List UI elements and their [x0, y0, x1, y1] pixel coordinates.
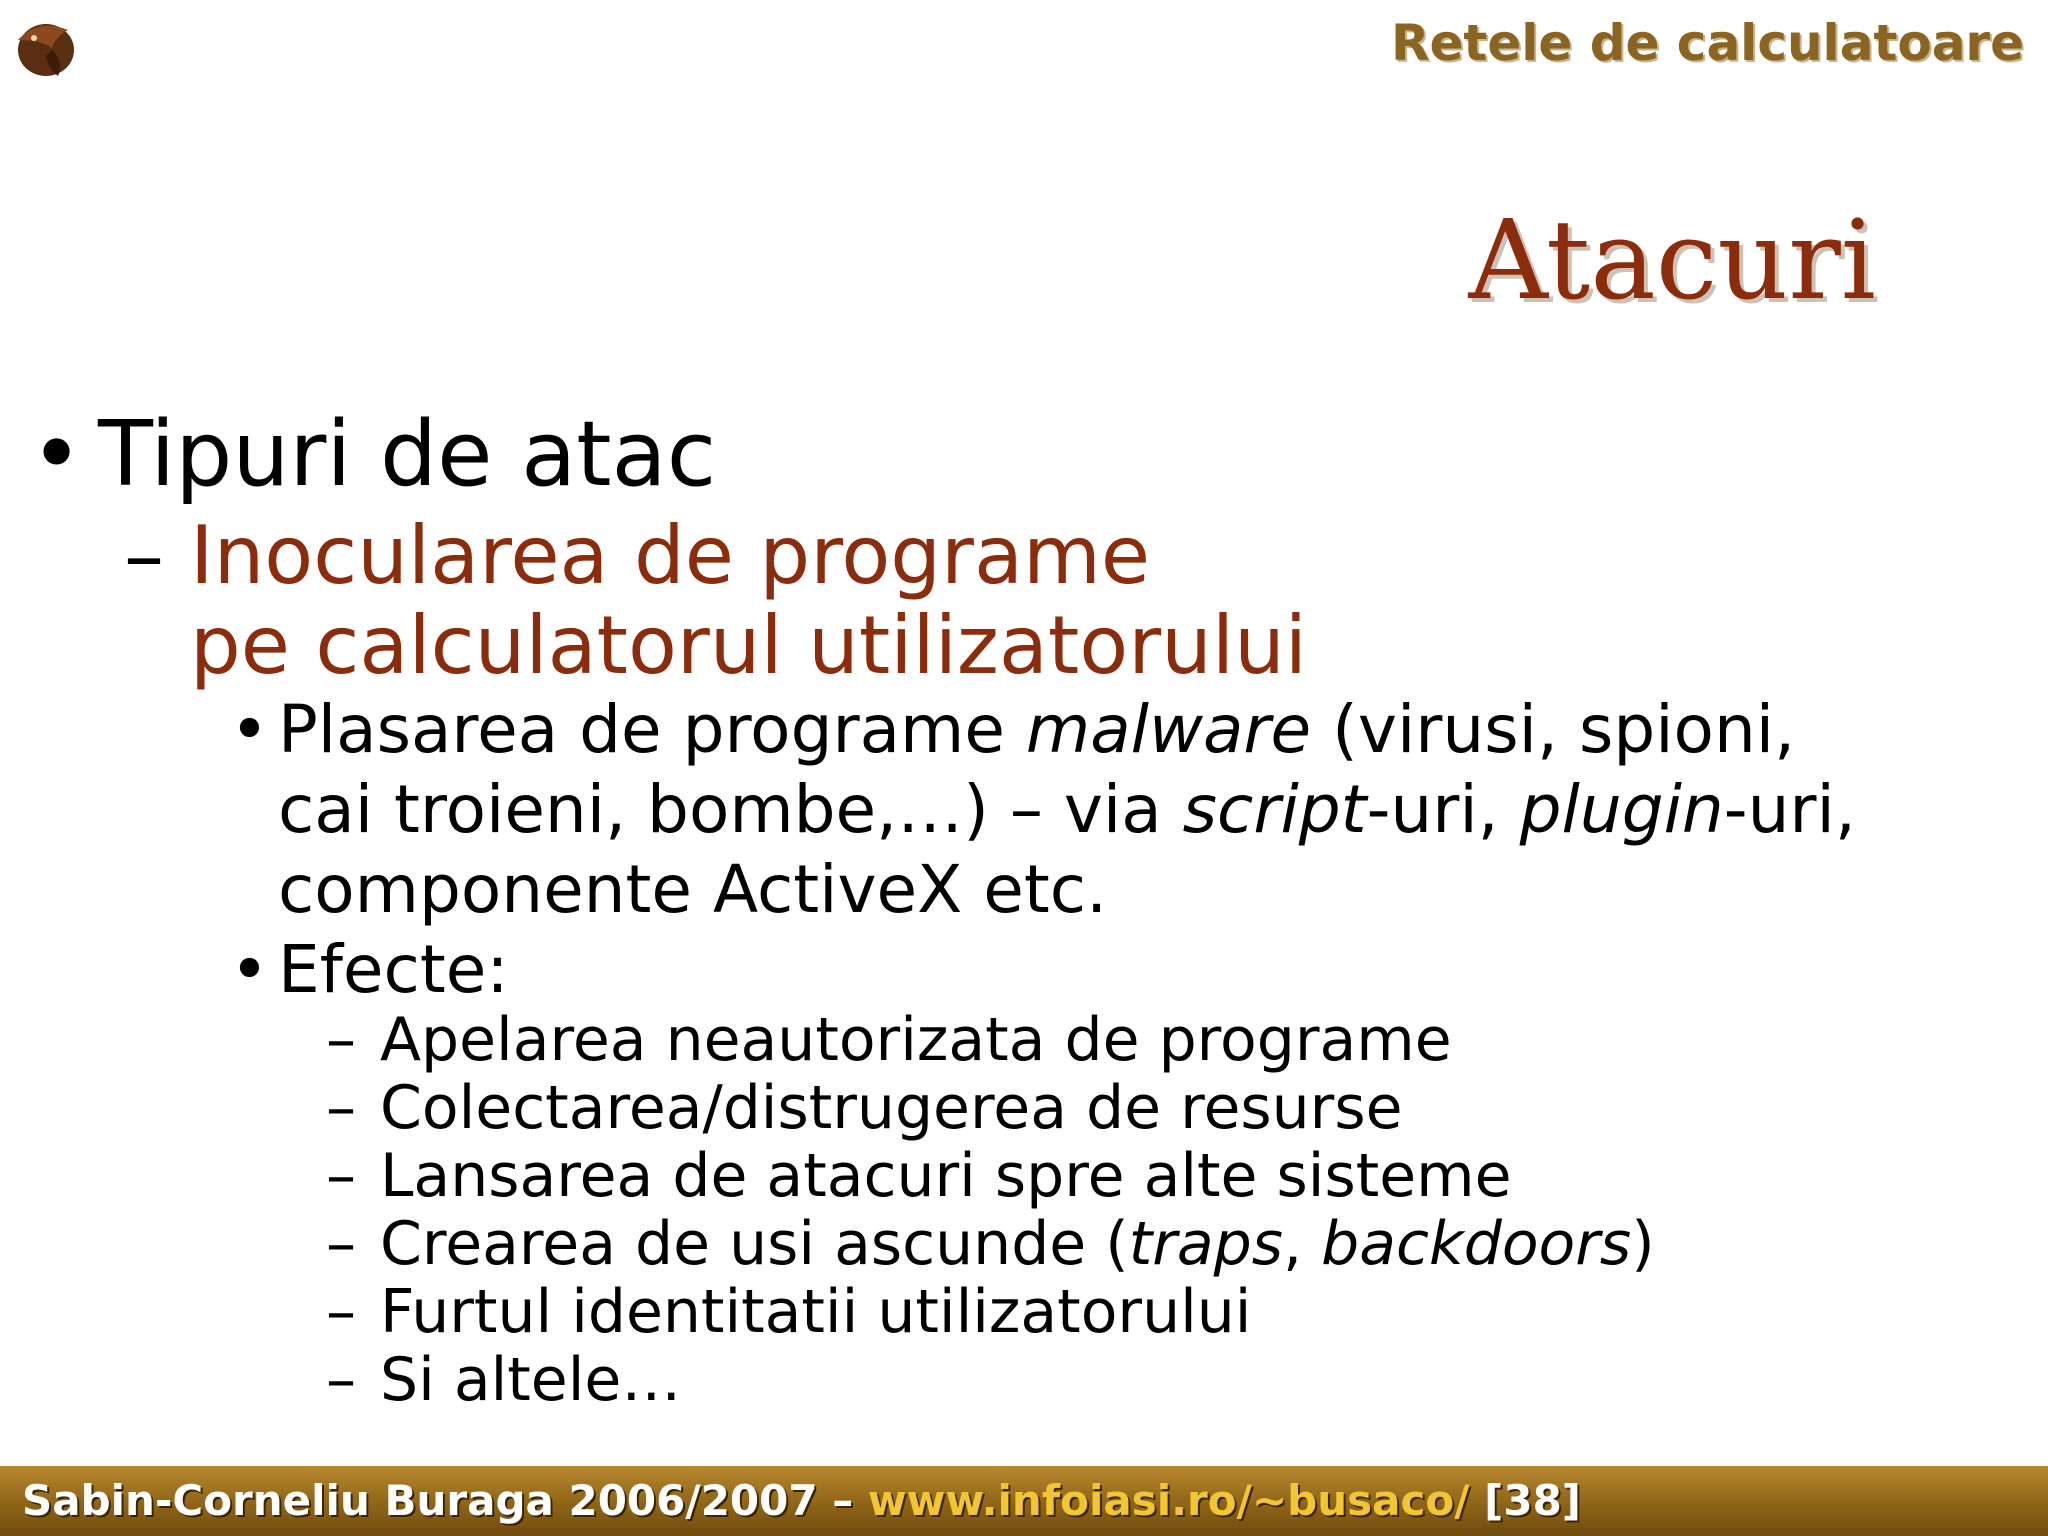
- bullet-a-text: cai troieni, bombe,…) – via: [278, 771, 1183, 848]
- effect-text: Crearea de usi ascunde (: [380, 1209, 1129, 1279]
- footer-text: [22, 1476, 1581, 1525]
- dash-level4: –: [326, 1345, 356, 1415]
- footer-page-number: [38]: [1469, 1476, 1582, 1525]
- dash-level4: –: [326, 1209, 356, 1279]
- effect-item: [326, 1074, 1403, 1142]
- effect-item: [326, 1210, 1655, 1278]
- bullet-b-text: Efecte:: [278, 931, 509, 1008]
- effect-item: [326, 1142, 1512, 1210]
- level2-heading-line2: [124, 600, 1307, 692]
- effect-text: ,: [1283, 1209, 1322, 1279]
- dash-level4: –: [326, 1005, 356, 1075]
- malware-term: malware: [1025, 691, 1312, 768]
- dash-level2: –: [124, 509, 164, 602]
- footer-url-link[interactable]: www.infoiasi.ro/~busaco/: [867, 1476, 1470, 1525]
- bullet-a-text: (virusi, spioni,: [1311, 691, 1796, 768]
- footer-bar: [0, 1466, 2048, 1536]
- effect-text: Lansarea de atacuri spre alte sisteme: [380, 1141, 1512, 1211]
- level2-text-line1: Inocularea de programe: [190, 509, 1151, 602]
- effect-text: Apelarea neautorizata de programe: [380, 1005, 1452, 1075]
- level2-text-line2: pe calculatorul utilizatorului: [190, 599, 1307, 692]
- bullet-a-text: -uri,: [1366, 771, 1520, 848]
- effect-text: ): [1631, 1209, 1655, 1279]
- plugin-term: plugin: [1519, 771, 1724, 848]
- slide-title: Atacuri: [1468, 196, 1876, 324]
- level1-item: [30, 400, 716, 510]
- effect-item: [326, 1006, 1452, 1074]
- course-title: Retele de calculatoare: [1391, 14, 2024, 72]
- level1-text: Tipuri de atac: [98, 402, 717, 507]
- effect-text: Si altele…: [380, 1345, 682, 1415]
- bullet-b: [230, 930, 509, 1010]
- effect-item: [326, 1346, 681, 1414]
- effect-text: Furtul identitatii utilizatorului: [380, 1277, 1252, 1347]
- bullet-a-text: componente ActiveX etc.: [278, 851, 1108, 928]
- dash-level4: –: [326, 1073, 356, 1143]
- bullet-a-line2: [230, 770, 1856, 850]
- script-term: script: [1182, 771, 1367, 848]
- bullet-level3: •: [230, 691, 269, 768]
- effect-text: Colectarea/distrugerea de resurse: [380, 1073, 1403, 1143]
- dash-level4: –: [326, 1277, 356, 1347]
- dash-level4: –: [326, 1141, 356, 1211]
- bullet-level1: •: [30, 402, 84, 507]
- effect-item: [326, 1278, 1251, 1346]
- level2-heading-line1: [124, 510, 1150, 602]
- bullet-a-text: Plasarea de programe: [278, 691, 1026, 768]
- bullet-a-text: -uri,: [1723, 771, 1856, 848]
- footer-author: Sabin-Corneliu Buraga 2006/2007 –: [22, 1476, 868, 1525]
- traps-term: traps: [1128, 1209, 1283, 1279]
- backdoors-term: backdoors: [1321, 1209, 1632, 1279]
- bullet-level3: •: [230, 931, 269, 1008]
- bullet-a-line3: [230, 850, 1107, 930]
- bullet-a-line1: [230, 690, 1795, 770]
